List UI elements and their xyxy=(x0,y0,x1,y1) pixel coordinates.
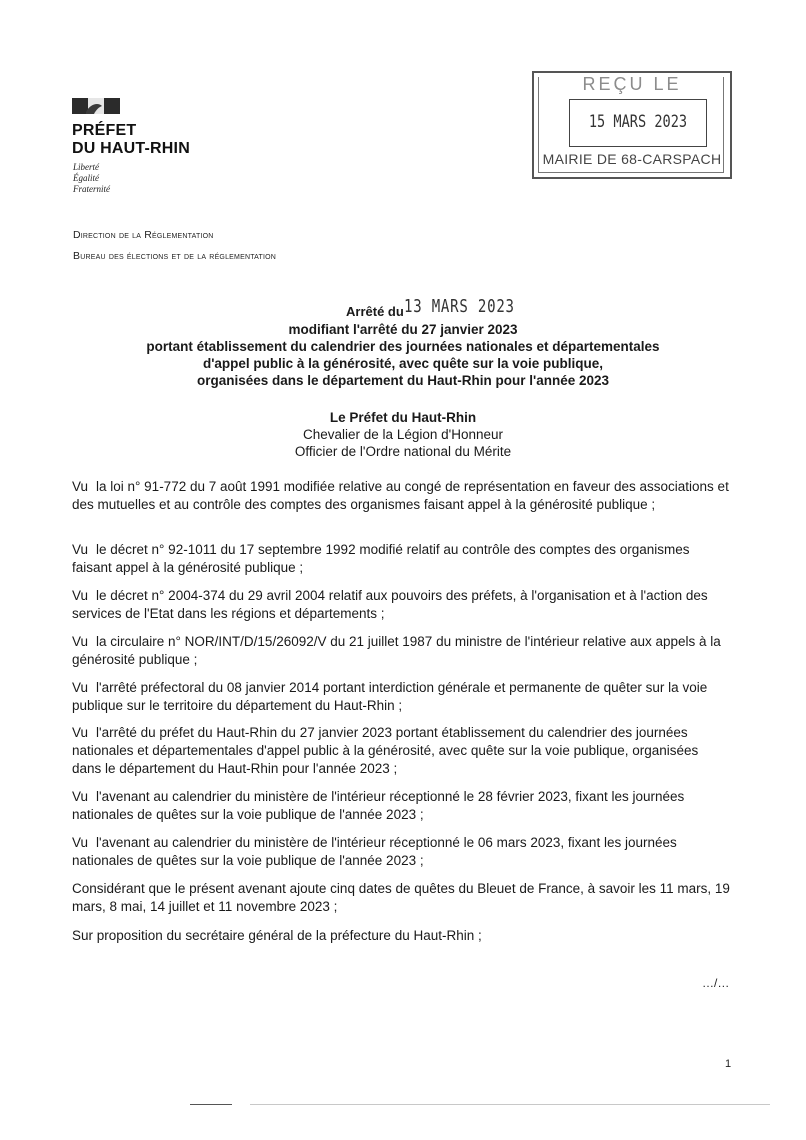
marianne-logo-icon xyxy=(72,98,120,114)
bureau-line: Bureau des élections et de la réglementation xyxy=(73,250,277,262)
paragraph-vu-3 xyxy=(72,587,730,623)
paragraph-prefix: Vu xyxy=(72,479,89,494)
arrete-label: Arrêté du xyxy=(346,304,404,319)
arrete-title-line-1: modifiant l'arrêté du 27 janvier 2023 xyxy=(288,322,518,337)
paragraph-prefix: Vu xyxy=(72,835,89,850)
paragraph-text: le décret n° 92-1011 du 17 septembre 1992 modifié relatif au contrôle des comptes des organismes faisant appel à la générosité publique ; xyxy=(72,542,690,575)
prefecture-name xyxy=(72,122,190,158)
paragraph-vu-8 xyxy=(72,834,730,870)
paragraph-prefix: Vu xyxy=(72,725,89,740)
continuation-mark: …/… xyxy=(702,976,730,990)
paragraph-text: la loi n° 91-772 du 7 août 1991 modifiée relative au congé de représentation en faveur des associations et des mutuelles et au contrôle des comptes des organismes faisant appel à la générosité publique ; xyxy=(72,479,729,512)
paragraph-text: l'avenant au calendrier du ministère de l'intérieur réceptionné le 28 février 2023, fixant les journées nationales de quêtes sur la voie publique de l'année 2023 ; xyxy=(72,789,685,822)
paragraph-prefix: Vu xyxy=(72,588,89,603)
prefet-name: Le Préfet du Haut-Rhin xyxy=(329,410,477,425)
arrete-title-line-4: organisées dans le département du Haut-Rhin pour l'année 2023 xyxy=(196,373,610,388)
paragraph-proposition xyxy=(72,927,730,945)
paragraph-text: Sur proposition du secrétaire général de la préfecture du Haut-Rhin ; xyxy=(72,928,482,943)
paragraph-prefix: Vu xyxy=(72,680,89,695)
paragraph-text: le décret n° 2004-374 du 29 avril 2004 relatif aux pouvoirs des préfets, à l'organisation et à l'action des services de l'Etat dans les régions et départements ; xyxy=(72,588,708,621)
footer-rule-light xyxy=(250,1104,770,1105)
arrete-title-line-2: portant établissement du calendrier des journées nationales et départementales xyxy=(146,339,660,354)
arrete-date-stamp: 13 MARS 2023 xyxy=(404,296,515,317)
paragraph-vu-7 xyxy=(72,788,730,824)
prefecture-name-line1: PRÉFET xyxy=(72,122,137,139)
reception-stamp-title: REÇU LE xyxy=(582,74,682,94)
direction-line: Direction de la Réglementation xyxy=(73,229,214,241)
prefet-title-merite: Officier de l'Ordre national du Mérite xyxy=(294,444,512,459)
paragraph-vu-5 xyxy=(72,679,730,715)
paragraph-vu-4 xyxy=(72,633,730,669)
paragraph-text: la circulaire n° NOR/INT/D/15/26092/V du 21 juillet 1987 du ministre de l'intérieur relative aux appels à la générosité publique ; xyxy=(72,634,721,667)
paragraph-prefix: Vu xyxy=(72,542,89,557)
prefet-title-legion: Chevalier de la Légion d'Honneur xyxy=(303,427,503,442)
paragraph-text: l'avenant au calendrier du ministère de l'intérieur réceptionné le 06 mars 2023, fixant les journées nationales de quêtes sur la voie publique de l'année 2023 ; xyxy=(72,835,677,868)
motto-liberte: Liberté xyxy=(73,162,99,172)
paragraph-prefix: Vu xyxy=(72,789,89,804)
republic-motto xyxy=(73,162,110,195)
paragraph-considerant xyxy=(72,880,730,916)
paragraph-prefix: Vu xyxy=(72,634,89,649)
paragraph-text: l'arrêté du préfet du Haut-Rhin du 27 janvier 2023 portant établissement du calendrier des journées nationales et départementales d'appel public à la générosité, avec quête sur la voie publique, organisées dans le département du Haut-Rhin pour l'année 2023 ; xyxy=(72,725,699,776)
motto-fraternite: Fraternité xyxy=(73,184,110,194)
paragraph-vu-6 xyxy=(72,724,730,778)
prefecture-name-line2: DU HAUT-RHIN xyxy=(72,140,190,157)
paragraph-text: Considérant que le présent avenant ajoute cinq dates de quêtes du Bleuet de France, à savoir les 11 mars, 19 mars, 8 mai, 14 juillet et 11 novembre 2023 ; xyxy=(72,881,730,914)
reception-stamp-date: 15 MARS 2023 xyxy=(588,112,688,132)
paragraph-text: l'arrêté préfectoral du 08 janvier 2014 portant interdiction générale et permanente de quêter sur la voie publique sur le territoire du département du Haut-Rhin ; xyxy=(72,680,708,713)
paragraph-vu-2 xyxy=(72,541,730,577)
reception-stamp-mairie: MAIRIE DE 68-CARSPACH xyxy=(542,151,722,167)
page-number: 1 xyxy=(725,1058,732,1070)
arrete-title-line-3: d'appel public à la générosité, avec quête sur la voie publique, xyxy=(202,356,604,371)
paragraph-vu-1 xyxy=(72,478,730,514)
footer-rule-dark xyxy=(190,1104,232,1105)
motto-egalite: Égalité xyxy=(73,173,99,183)
